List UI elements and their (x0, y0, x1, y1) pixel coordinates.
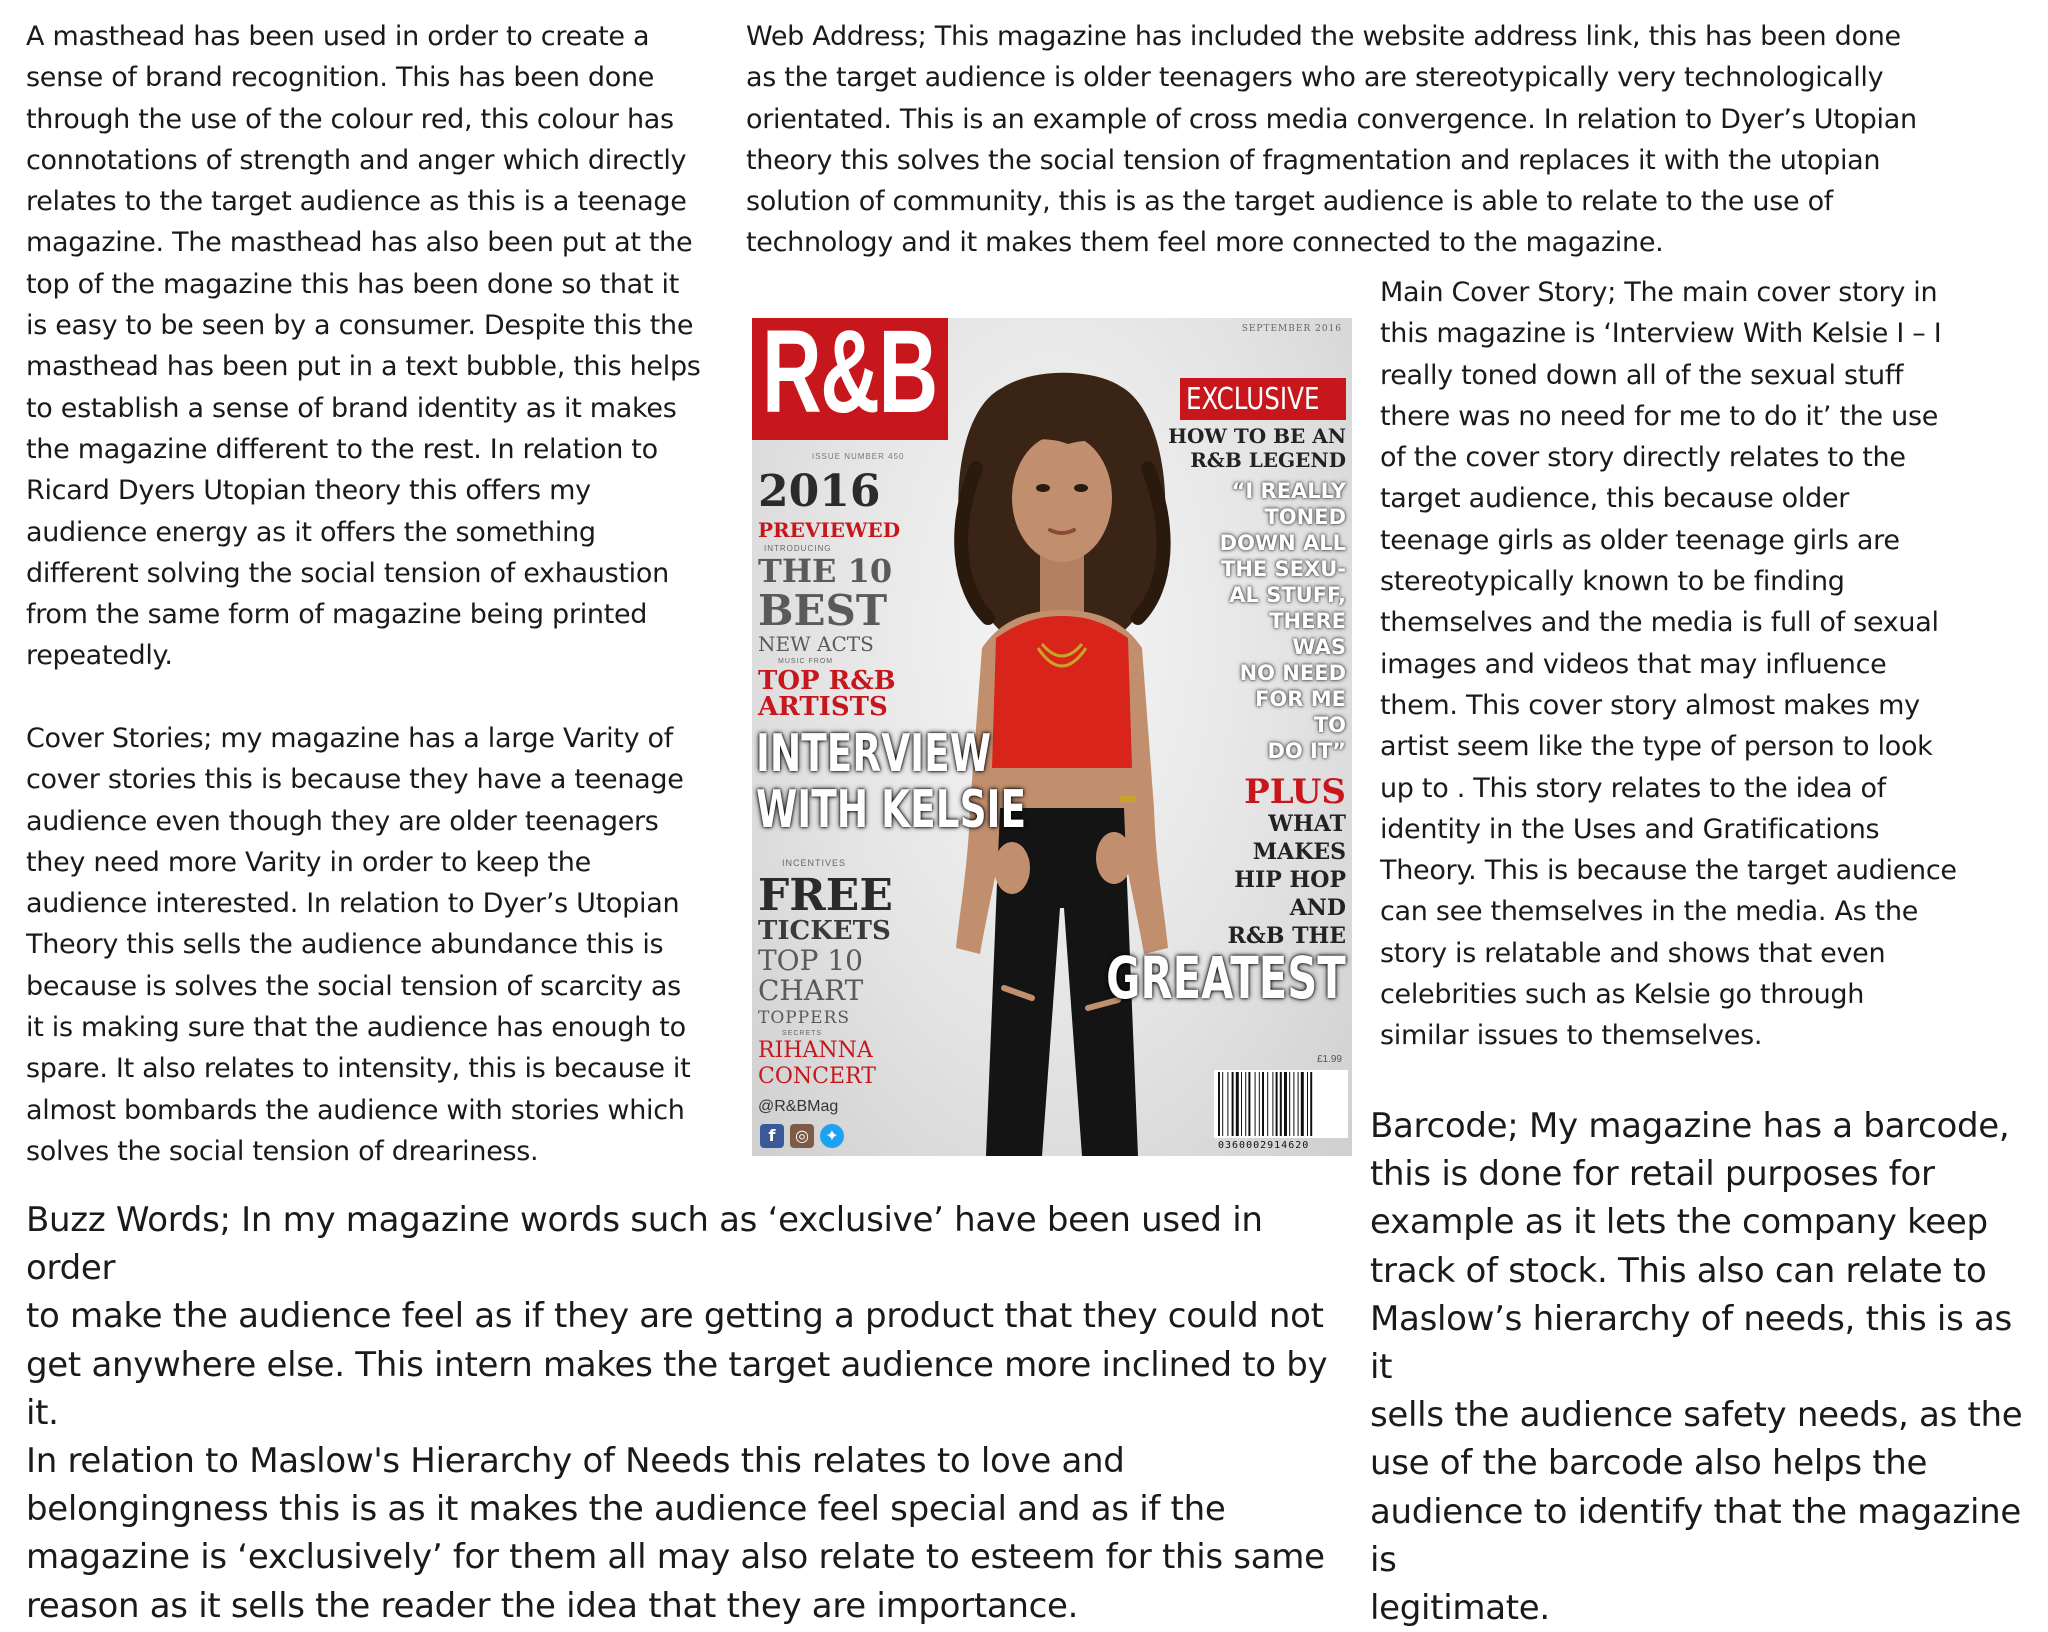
twitter-icon: ✦ (820, 1124, 844, 1148)
buzz-words-analysis-paragraph: Buzz Words; In my magazine words such as ‘exclusive’ have been used in order to make the audience feel as if they are getting a product that they could not get anywhere else. This intern makes the target audience more inclined to by it. In relation to Maslow's Hierarchy of Needs this relates to love and belongingness this is as it makes the audience feel special and as if the magazine is ‘exclusively’ for them all may also relate to esteem for this same reason as it sells the reader the idea that they are importance. (26, 1200, 1328, 1626)
cover-line-rihanna: RIHANNA (758, 1038, 873, 1063)
cover-line-how-to: HOW TO BE AN (1168, 424, 1346, 448)
facebook-icon: f (760, 1124, 784, 1148)
cover-line-concert: CONCERT (758, 1064, 876, 1089)
cover-line-top-10: TOP 10 (758, 944, 863, 977)
cover-line-plus: PLUS (1244, 772, 1346, 812)
cover-line-introducing: INTRODUCING (764, 544, 832, 553)
cover-line-best: BEST (758, 586, 888, 635)
social-handle: @R&BMag (758, 1098, 839, 1115)
cover-line-free: FREE (758, 870, 893, 921)
cover-line-artists: ARTISTS (758, 692, 888, 722)
masthead-analysis-paragraph: A masthead has been used in order to create a sense of brand recognition. This has been done through the use of the colour red, this colour has connotations of strength and anger which directly relates to the target audience as this is a teenage magazine. The masthead has also been put at the top of the magazine this has been done so that it is easy to be seen by a consumer. Despite this the masthead has been put in a text bubble, this helps to establish a sense of brand identity as it makes the magazine different to the rest. In relation to Ricard Dyers Utopian theory this offers my audience energy as it offers the something different solving the social tension of exhaustion from the same form of magazine being printed repeatedly. (26, 21, 701, 672)
cover-stories-analysis-paragraph: Cover Stories; my magazine has a large Varity of cover stories this is because they have a teenage audience even though they are older teenagers they need more Varity in order to keep the audience interested. In relation to Dyer’s Utopian Theory this sells the audience abundance this is because is solves the social tension of scarcity as it is making sure that the audience has enough to spare. It also relates to intensity, this is because it almost bombards the audience with stories which solves the social tension of dreariness. (26, 723, 691, 1167)
cover-headline-with-kelsie: WITH KELSIE (756, 780, 1027, 840)
cover-buzzword-exclusive: EXCLUSIVE (1186, 382, 1320, 417)
barcode-analysis-paragraph: Barcode; My magazine has a barcode, this is done for retail purposes for example as it lets the company keep track of stock. This also can relate to Maslow’s hierarchy of needs, this is as it sells the audience safety needs, as the use of the barcode also helps the audience to identify that the magazine is legitimate. (1370, 1106, 2023, 1629)
cover-price: £1.99 (1316, 1054, 1342, 1065)
cover-line-previewed: PREVIEWED (758, 518, 901, 542)
cover-line-tickets: TICKETS (758, 916, 891, 946)
cover-line-music-from: MUSIC FROM (778, 658, 834, 665)
cover-line-legend: R&B LEGEND (1190, 448, 1346, 472)
main-cover-story-analysis-paragraph: Main Cover Story; The main cover story in this magazine is ‘Interview With Kelsie I – I really toned down all of the sexual stuff there was no need for me to do it’ the use of the cover story directly relates to the target audience, this because older teenage girls as older teenage girls are stereotypically known to be finding themselves and the media is full of sexual images and videos that may influence them. This cover story almost makes my artist seem like the type of person to look up to . This story relates to the idea of identity in the Uses and Gratifications Theory. This is because the target audience can see themselves in the media. As the story is relatable and shows that even celebrities such as Kelsie go through similar issues to themselves. (1380, 277, 1957, 1052)
cover-quote: “I REALLY TONED DOWN ALL THE SEXU- AL STUFF, THERE WAS NO NEED FOR ME TO DO IT” (1219, 479, 1346, 763)
cover-line-toppers: TOPPERS (758, 1008, 851, 1028)
magazine-cover (752, 318, 1352, 1156)
cover-line-plus-body: WHAT MAKES HIP HOP AND R&B THE (1227, 811, 1346, 949)
cover-line-year: 2016 (758, 466, 881, 517)
web-address-analysis-paragraph: Web Address; This magazine has included the website address link, this has been done as the target audience is older teenagers who are stereotypically very technologically orientated. This is an example of cross media convergence. In relation to Dyer’s Utopian theory this solves the social tension of fragmentation and replaces it with the utopian solution of community, this is as the target audience is able to relate to the use of technology and it makes them feel more connected to the magazine. (746, 21, 1917, 259)
cover-headline-interview: INTERVIEW (756, 724, 991, 784)
cover-line-secrets: SECRETS (782, 1030, 823, 1037)
cover-line-incentives: INCENTIVES (782, 858, 847, 868)
cover-line-the-10: THE 10 (758, 552, 893, 590)
barcode-number: 0360002914620 (1218, 1140, 1310, 1151)
barcode-graphic (1214, 1070, 1348, 1138)
cover-headline-greatest: GREATEST (1106, 944, 1346, 1012)
instagram-icon: ◎ (790, 1124, 814, 1148)
magazine-masthead: R&B (762, 318, 937, 438)
social-icons (760, 1124, 844, 1148)
cover-line-chart: CHART (758, 974, 864, 1007)
cover-line-top-rb: TOP R&B (758, 666, 896, 696)
issue-number: ISSUE NUMBER 450 (812, 452, 905, 461)
cover-line-new-acts: NEW ACTS (758, 632, 874, 656)
issue-date: SEPTEMBER 2016 (1241, 324, 1342, 334)
